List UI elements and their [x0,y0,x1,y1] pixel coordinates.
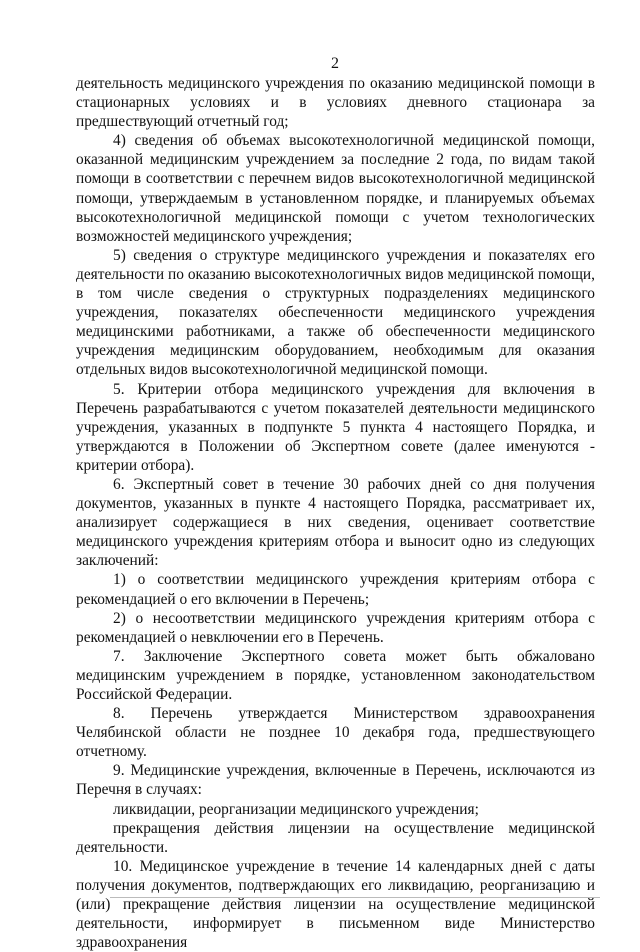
paragraph-item-5: 5) сведения о структуре медицинского учреждения и показателях его деятельности по оказанию высокотехнологичных видов медицинской помощи, в том числе сведения о структурных подразделениях медицинского учреждения, показателях обеспеченности медицинского учреждения медицинскими работниками, а также об обеспеченности медицинского учреждения медицинским оборудованием, необходимым для оказания отдельных видов высокотехнологичной медицинской помощи. [76,246,595,379]
paragraph-case-license: прекращения действия лицензии на осуществление медицинской деятельности. [76,819,595,856]
paragraph-clause-6: 6. Экспертный совет в течение 30 рабочих дней со дня получения документов, указанных в пункте 4 настоящего Порядка, рассматривает их, анализирует содержащиеся в них сведения, оценивает соответствие медицинского учреждения критериям отбора и выносит одно из следующих заключений: [76,475,595,570]
paragraph-item-4: 4) сведения об объемах высокотехнологичной медицинской помощи, оказанной медицинским учреждением за последние 2 года, по видам такой помощи в соответствии с перечнем видов высокотехнологичной медицинской помощи, утверждаемым в установленном порядке, и планируемых объемах высокотехнологичной медицинской помощи с учетом технологических возможностей медицинского учреждения; [76,132,595,245]
paragraph-continuation: деятельность медицинского учреждения по оказанию медицинской помощи в стационарных условиях и в условиях дневного стационара за предшествующий отчетный год; [76,75,595,131]
paragraph-clause-7: 7. Заключение Экспертного совета может быть обжаловано медицинским учреждением в порядке, установленном законодательством Российской Федерации. [76,647,595,703]
page-number: 2 [331,55,339,72]
paragraph-conclusion-2: 2) о несоответствии медицинского учреждения критериям отбора с рекомендацией о невключении его в Перечень. [76,609,595,646]
paragraph-conclusion-1: 1) о соответствии медицинского учреждения критериям отбора с рекомендацией о его включении в Перечень; [76,571,595,608]
paragraph-clause-5: 5. Критерии отбора медицинского учреждения для включения в Перечень разрабатываются с учетом показателей деятельности медицинского учреждения, указанных в подпункте 5 пункта 4 настоящего Порядка, и утверждаются в Положении об Экспертном совете (далее именуются - критерии отбора). [76,380,595,474]
paragraph-clause-10: 10. Медицинское учреждение в течение 14 календарных дней с даты получения документов, подтверждающих его ликвидацию, реорганизацию и (или) прекращение действия лицензии на осуществление медицинской деятельности, информирует в письменном виде Министерство здравоохранения [76,857,595,952]
document-body [76,74,595,952]
paragraph-clause-9: 9. Медицинские учреждения, включенные в Перечень, исключаются из Перечня в случаях: [76,762,595,799]
paragraph-case-liquidation: ликвидации, реорганизации медицинского учреждения; [113,800,479,818]
scan-edge-line [110,897,600,898]
paragraph-clause-8: 8. Перечень утверждается Министерством здравоохранения Челябинской области не позднее 10 декабря года, предшествующего отчетному. [76,705,595,761]
